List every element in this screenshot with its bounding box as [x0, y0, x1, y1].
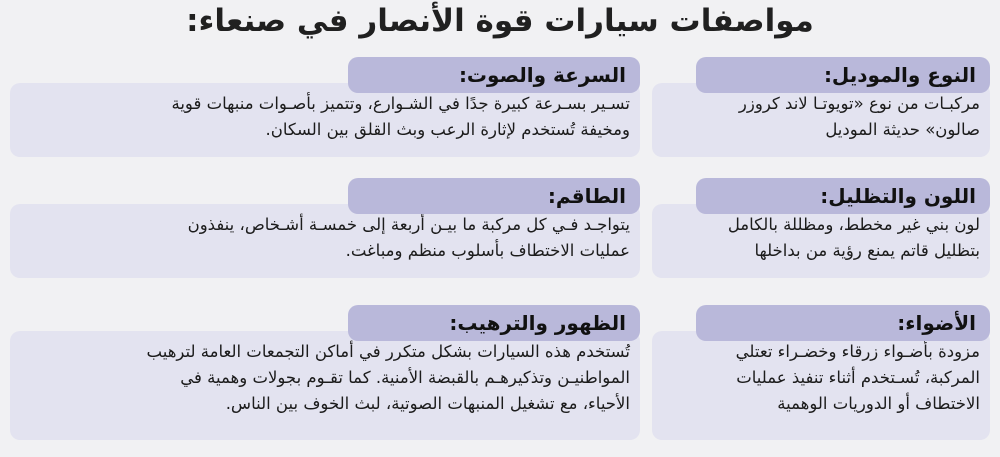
- body-line: صالون» حديثة الموديل: [825, 120, 980, 139]
- body-line: تُستخدم هذه السيارات بشكل متكرر في أماكن التجمعات العامة لترهيب: [146, 342, 630, 361]
- page-title: مواصفات سيارات قوة الأنصار في صنعاء:: [186, 3, 814, 39]
- section-body: [10, 204, 640, 278]
- body-line: الأحياء، مع تشغيل المنبهات الصوتية، لبث الخوف بين الناس.: [225, 394, 630, 413]
- section-label: الأضواء:: [696, 305, 990, 341]
- section-label: الطاقم:: [348, 178, 640, 214]
- section-appearance-intimidation: [10, 305, 640, 440]
- section-speed-sound: [10, 57, 640, 157]
- section-body: [10, 331, 640, 440]
- body-line: لون بني غير مخطط، ومظللة بالكامل: [727, 215, 980, 234]
- body-line: المواطنيـن وتذكيرهـم بالقبضة الأمنية. كما تقـوم بجولات وهمية في: [180, 368, 630, 387]
- section-color-tint: [652, 178, 990, 278]
- section-label: الظهور والترهيب:: [348, 305, 640, 341]
- section-label: السرعة والصوت:: [348, 57, 640, 93]
- section-body: [652, 331, 990, 440]
- section-body: [652, 83, 990, 157]
- body-line: ومخيفة تُستخدم لإثارة الرعب وبث القلق بين السكان.: [265, 120, 630, 139]
- section-crew: [10, 178, 640, 278]
- section-body: [652, 204, 990, 278]
- body-line: بتظليل قاتم يمنع رؤية من بداخلها: [754, 241, 980, 260]
- section-body: [10, 83, 640, 157]
- body-line: يتواجـد فـي كل مركبة ما بيـن أربعة إلى خمسـة أشـخاص، ينفذون: [187, 215, 630, 234]
- body-line: المركبة، تُسـتخدم أثناء تنفيذ عمليات: [736, 368, 980, 387]
- section-label: اللون والتظليل:: [696, 178, 990, 214]
- body-line: مزودة بأضـواء زرقاء وخضـراء تعتلي: [735, 342, 980, 361]
- body-line: مركبـات من نوع «تويوتـا لاند كروزر: [738, 94, 980, 113]
- section-lights: [652, 305, 990, 440]
- section-type-model: [652, 57, 990, 157]
- body-line: تسـير بسـرعة كبيرة جدًا في الشـوارع، وتتميز بأصـوات منبهات قوية: [171, 94, 630, 113]
- body-line: الاختطاف أو الدوريات الوهمية: [777, 394, 980, 413]
- body-line: عمليات الاختطاف بأسلوب منظم ومباغت.: [345, 241, 630, 260]
- section-label: النوع والموديل:: [696, 57, 990, 93]
